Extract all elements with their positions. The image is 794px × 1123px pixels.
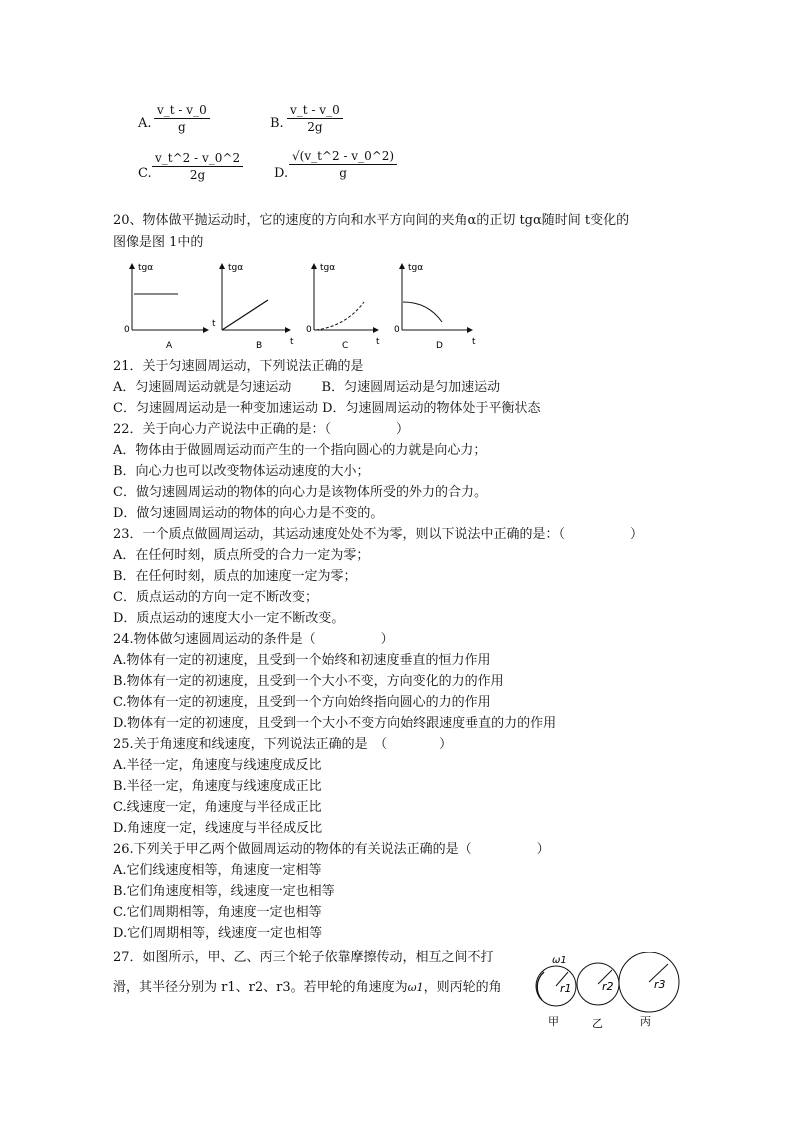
q27-line2-start: 滑，其半径分别为 r1、r2、r3。若甲轮的角速度为: [113, 980, 408, 995]
q19-option-b-label: B.: [270, 116, 284, 131]
q27-line2-end: ，则丙轮的角: [423, 980, 502, 995]
graph-b-curve: [222, 300, 268, 330]
q21-option-ab: A．匀速圆周运动就是匀速运动 B．匀速圆周运动是匀加速运动: [113, 380, 501, 395]
graph-c-origin: 0: [306, 325, 312, 335]
q19-option-b-denominator: 2g: [307, 120, 323, 134]
graph-b-y-label: tgα: [228, 263, 244, 273]
q26-stem: 26.下列关于甲乙两个做圆周运动的物体的有关说法正确的是（ ）: [113, 842, 550, 857]
q19-option-c-denominator: 2g: [189, 168, 206, 182]
graph-c-name: C: [342, 341, 349, 351]
wheel-yi-radius-label: r2: [602, 980, 614, 993]
q20-graphs: [110, 258, 490, 352]
graph-a-name: A: [166, 341, 173, 351]
q19-option-c-fraction: [152, 150, 243, 183]
q24-option-a: A.物体有一定的初速度，且受到一个始终和初速度垂直的恒力作用: [113, 653, 491, 668]
q22-option-b: B．向心力也可以改变物体运动速度的大小；: [113, 464, 370, 479]
q25-option-b: B.半径一定，角速度与线速度成正比: [113, 779, 322, 794]
graph-d-curve: [403, 302, 442, 322]
q19-option-b-numerator: v_t - v_0: [287, 102, 343, 119]
q22-option-a: A．物体由于做圆周运动而产生的一个指向圆心的力就是向心力；: [113, 443, 487, 458]
graph-d-name: D: [436, 341, 443, 351]
q27-stem-line1: 27．如图所示，甲、乙、丙三个轮子依靠摩擦传动，相互之间不打: [113, 950, 494, 965]
q22-stem: 22．关于向心力产说法中正确的是：（ ）: [113, 422, 410, 437]
graph-a-x-label: t: [212, 319, 216, 329]
q27-wheels-diagram: [528, 952, 688, 1034]
q19-option-a-fraction: [154, 102, 210, 135]
wheel-bing-name: 丙: [640, 1015, 651, 1028]
q23-option-a: A．在任何时刻，质点所受的合力一定为零；: [113, 548, 370, 563]
q20-stem-line1: 20、物体做平抛运动时，它的速度的方向和水平方向间的夹角α的正切 tgα随时间 t变化的: [113, 213, 630, 228]
q19-option-b-fraction: [287, 102, 343, 135]
q24-stem: 24.物体做匀速圆周运动的条件是（ ）: [113, 632, 394, 647]
q26-option-c: C.它们周期相等，角速度一定也相等: [113, 905, 322, 920]
graph-b-x-label: t: [290, 337, 294, 347]
q26-option-d: D.它们周期相等，线速度一定也相等: [113, 926, 323, 941]
graph-a-origin: 0: [124, 325, 130, 335]
q19-option-c-label: C.: [138, 166, 152, 181]
graph-d: [394, 263, 476, 351]
q26-option-a: A.它们线速度相等，角速度一定相等: [113, 863, 322, 878]
q21-stem: 21．关于匀速圆周运动，下列说法正确的是: [113, 359, 364, 374]
graph-b: [222, 263, 294, 351]
q25-option-c: C.线速度一定，角速度与半径成正比: [113, 800, 322, 815]
wheel-jia-name: 甲: [548, 1015, 559, 1028]
q19-option-d-label: D.: [274, 166, 289, 181]
graph-d-x-label: t: [472, 337, 476, 347]
graph-c-curve: [316, 302, 364, 330]
q23-option-c: C．质点运动的方向一定不断改变；: [113, 590, 318, 605]
q19-option-a-numerator: v_t - v_0: [154, 102, 210, 119]
omega-label: ω1: [552, 955, 567, 966]
graph-b-name: B: [256, 341, 263, 351]
q23-option-b: B．在任何时刻，质点的加速度一定为零；: [113, 569, 357, 584]
q23-option-d: D．质点运动的速度大小一定不断改变。: [113, 611, 345, 626]
graph-d-y-label: tgα: [408, 263, 424, 273]
q24-option-b: B.物体有一定的初速度，且受到一个大小不变，方向变化的力的作用: [113, 674, 504, 689]
q19-option-a-denominator: g: [178, 120, 186, 134]
q25-option-d: D.角速度一定，线速度与半径成反比: [113, 821, 323, 836]
graph-c-y-label: tgα: [320, 263, 336, 273]
q21-option-cd: C．匀速圆周运动是一种变加速运动 D．匀速圆周运动的物体处于平衡状态: [113, 401, 541, 416]
q23-stem: 23．一个质点做圆周运动，其运动速度处处不为零，则以下说法中正确的是：（ ）: [113, 527, 644, 542]
graph-a: [124, 263, 216, 351]
wheel-bing-radius-label: r3: [654, 978, 666, 991]
q24-option-d: D.物体有一定的初速度，且受到一个大小不变方向始终跟速度垂直的力的作用: [113, 716, 557, 731]
q19-option-d-fraction: [289, 148, 397, 181]
wheel-jia-radius-label: r1: [560, 982, 572, 995]
graph-a-y-label: tgα: [138, 263, 154, 273]
graph-c-x-label: t: [376, 337, 380, 347]
q26-option-b: B.它们角速度相等，线速度一定也相等: [113, 884, 335, 899]
graph-d-origin: 0: [394, 325, 400, 335]
q22-option-d: D．做匀速圆周运动的物体的向心力是不变的。: [113, 506, 384, 521]
q27-stem-line2: [113, 978, 502, 998]
q27-omega-inline: ω1: [407, 981, 424, 994]
graph-c: [306, 263, 380, 351]
q20-stem-line2: 图像是图 1中的: [113, 235, 204, 250]
q19-option-d-denominator: g: [339, 166, 347, 180]
q24-option-c: C.物体有一定的初速度，且受到一个方向始终指向圆心的力的作用: [113, 695, 491, 710]
q22-option-c: C．做匀速圆周运动的物体的向心力是该物体所受的外力的合力。: [113, 485, 487, 500]
q19-option-a-label: A.: [138, 116, 152, 131]
q19-option-d-numerator: √(v_t^2 - v_0^2): [289, 148, 397, 165]
q19-option-c-numerator: v_t^2 - v_0^2: [152, 150, 243, 167]
q25-stem: 25.关于角速度和线速度，下列说法正确的是 （ ）: [113, 737, 453, 752]
q25-option-a: A.半径一定，角速度与线速度成反比: [113, 758, 322, 773]
wheel-yi-name: 乙: [592, 1017, 603, 1030]
